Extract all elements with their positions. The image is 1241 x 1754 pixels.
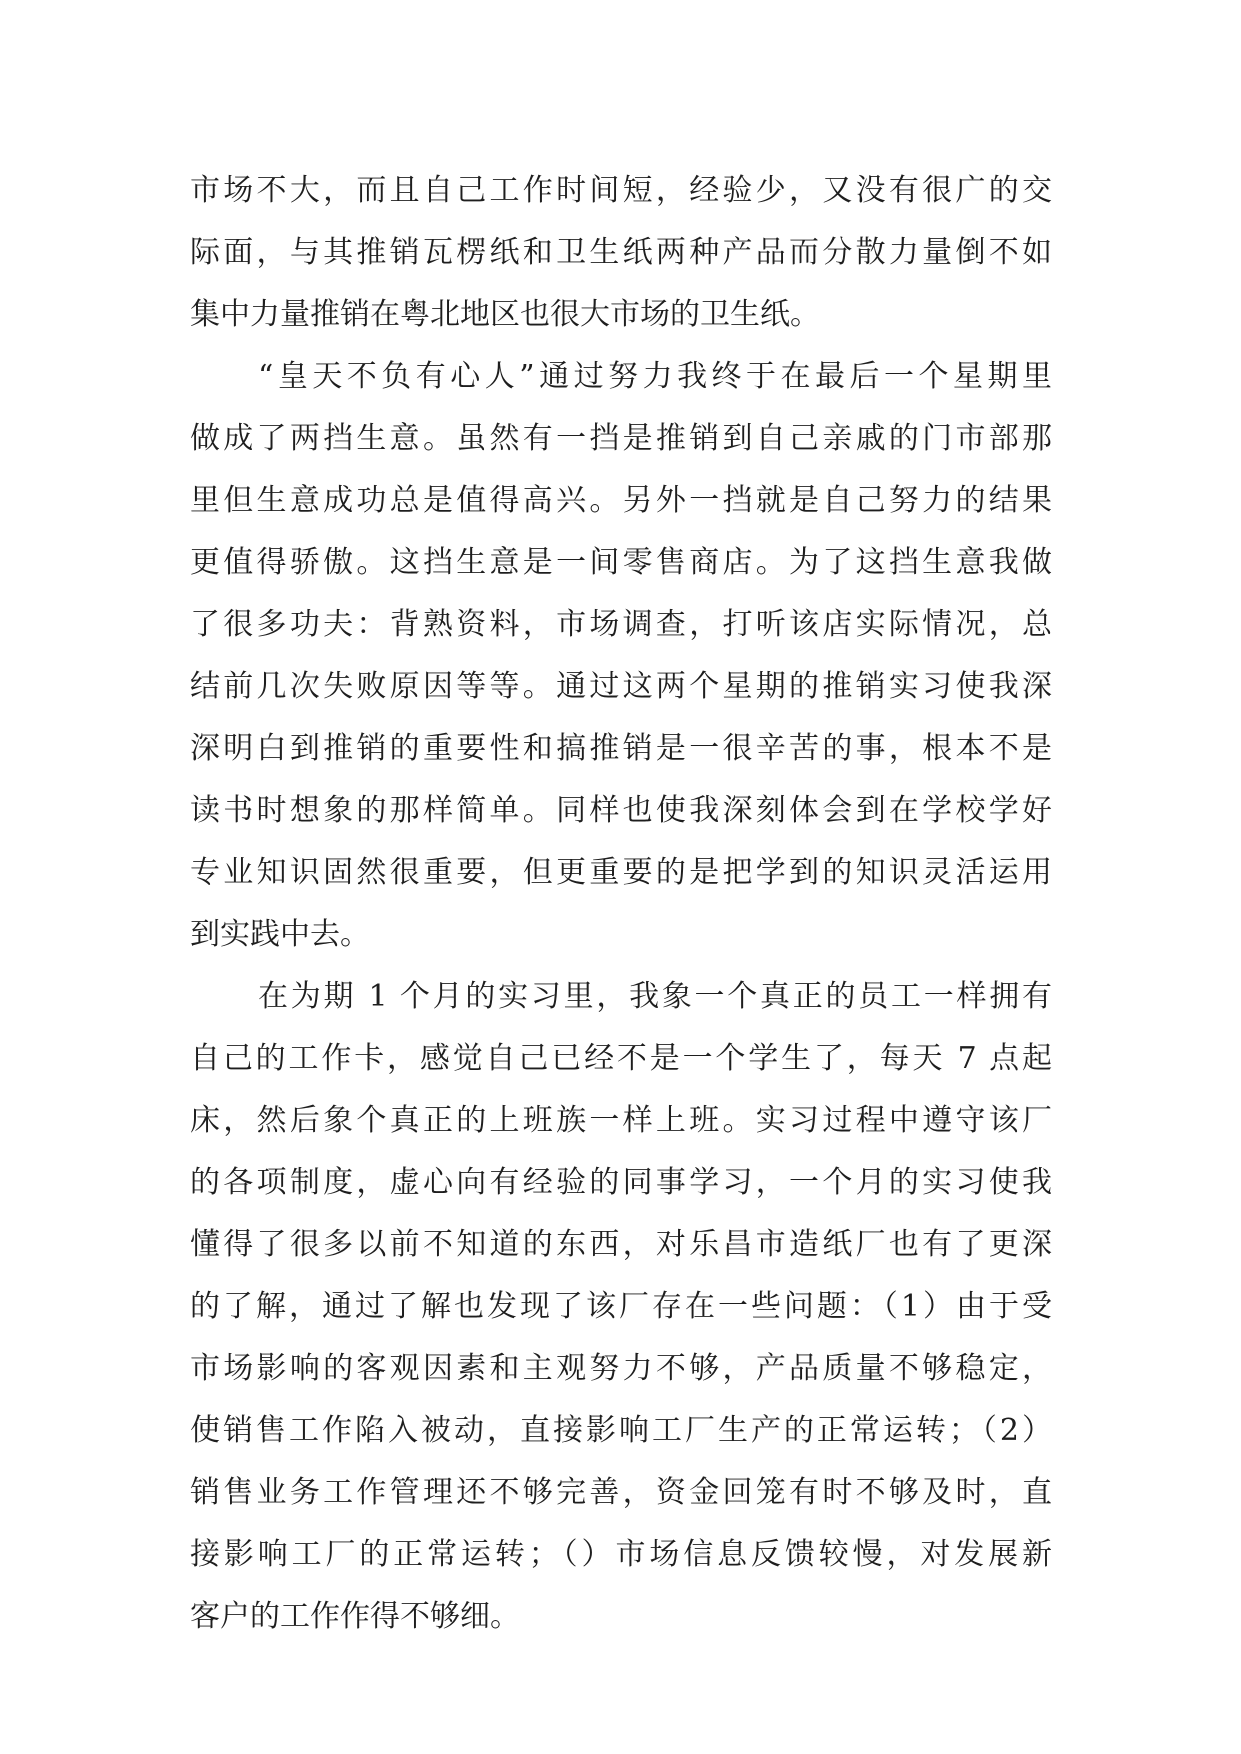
text-line: 深明白到推销的重要性和搞推销是一很辛苦的事，根本不是 [190,731,1052,766]
text-line: 际面，与其推销瓦楞纸和卫生纸两种产品而分散力量倒不如 [190,235,1052,270]
text-line: “皇天不负有心人”通过努力我终于在最后一个星期里 [258,359,1052,394]
text-line: 销售业务工作管理还不够完善，资金回笼有时不够及时，直 [190,1475,1052,1510]
text-line: 做成了两挡生意。虽然有一挡是推销到自己亲戚的门市部那 [190,421,1052,456]
body-text [190,160,1052,1648]
text-line: 专业知识固然很重要，但更重要的是把学到的知识灵活运用 [190,855,1052,890]
text-line: 了很多功夫：背熟资料，市场调查，打听该店实际情况，总 [190,607,1052,642]
text-line: 到实践中去。 [190,917,370,952]
text-line: 在为期 1 个月的实习里，我象一个真正的员工一样拥有 [258,979,1052,1014]
text-line: 懂得了很多以前不知道的东西，对乐昌市造纸厂也有了更深 [190,1227,1052,1262]
text-line: 使销售工作陷入被动，直接影响工厂生产的正常运转；（2） [190,1413,1052,1448]
text-line: 结前几次失败原因等等。通过这两个星期的推销实习使我深 [190,669,1052,704]
text-line: 接影响工厂的正常运转；（）市场信息反馈较慢，对发展新 [190,1537,1052,1572]
text-line: 里但生意成功总是值得高兴。另外一挡就是自己努力的结果 [190,483,1052,518]
text-line: 床，然后象个真正的上班族一样上班。实习过程中遵守该厂 [190,1103,1052,1138]
text-line: 的了解，通过了解也发现了该厂存在一些问题：（1）由于受 [190,1289,1052,1324]
text-line: 客户的工作作得不够细。 [190,1599,520,1634]
text-line: 自己的工作卡，感觉自己已经不是一个学生了，每天 7 点起 [190,1041,1052,1076]
text-line: 市场影响的客观因素和主观努力不够，产品质量不够稳定， [190,1351,1052,1386]
text-line: 集中力量推销在粤北地区也很大市场的卫生纸。 [190,297,820,332]
text-line: 市场不大，而且自己工作时间短，经验少，又没有很广的交 [190,173,1052,208]
text-line: 的各项制度，虚心向有经验的同事学习，一个月的实习使我 [190,1165,1052,1200]
text-line: 读书时想象的那样简单。同样也使我深刻体会到在学校学好 [190,793,1052,828]
text-line: 更值得骄傲。这挡生意是一间零售商店。为了这挡生意我做 [190,545,1052,580]
